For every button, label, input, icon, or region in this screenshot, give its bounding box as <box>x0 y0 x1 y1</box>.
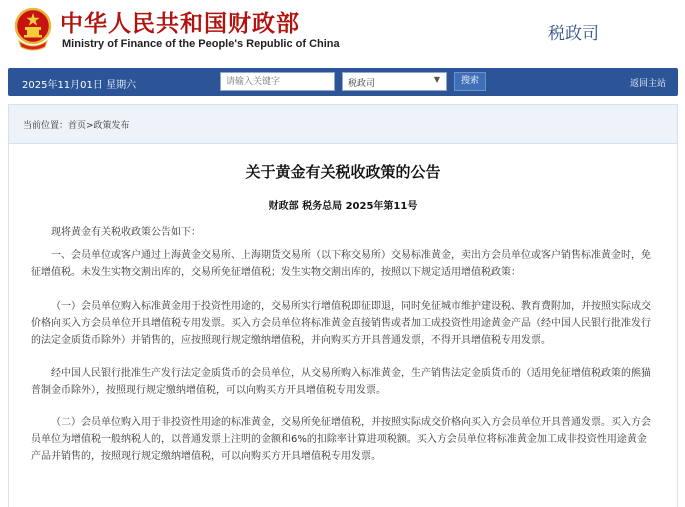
nav-bar <box>8 68 678 96</box>
breadcrumb <box>8 104 678 144</box>
site-subtitle: Ministry of Finance of the People's Republic of China <box>62 38 340 50</box>
article-paragraph: 经中国人民银行批准生产发行法定金质货币的会员单位，从交易所购入标准黄金，生产销售法定金质货币的（适用免征增值税政策的熊猫普制金币除外），按照现行规定缴纳增值税，可以向购买方开具增值税专用发票。 <box>31 368 651 396</box>
department-name: 税政司 <box>548 24 599 44</box>
article-meta: 财政部 税务总局 2025年第11号 <box>268 201 418 212</box>
breadcrumb-text: 当前位置：首页>政策发布 <box>23 121 130 131</box>
search-input[interactable] <box>220 72 335 91</box>
article-title: 关于黄金有关税收政策的公告 <box>245 163 441 181</box>
site-header <box>0 0 685 68</box>
search-button[interactable]: 搜索 <box>454 72 486 91</box>
article-paragraph: 一、会员单位或客户通过上海黄金交易所、上海期货交易所（以下称交易所）交易标准黄金，卖出方会员单位或客户销售标准黄金时，免征增值税。未发生实物交割出库的，交易所免征增值税；发生实物交割出库的，按照以下规定适用增值税政策： <box>31 250 651 278</box>
article-intro: 现将黄金有关税收政策公告如下： <box>51 227 201 238</box>
department-select[interactable] <box>342 72 447 91</box>
article-paragraph: （一）会员单位购入标准黄金用于投资性用途的，交易所实行增值税即征即退，同时免征城市维护建设税、教育费附加，并按照实际成交价格向买入方会员单位开具增值税专用发票。买入方会员单位将标准黄金直接销售或者加工成投资性用途黄金产品（经中国人民银行批准发行的法定金质货币除外）并销售的，应按照现行规定缴纳增值税，并向购买方开具普通发票，不得开具增值税专用发票。 <box>31 301 651 346</box>
national-emblem-icon <box>13 7 53 51</box>
chevron-down-icon: ▼ <box>433 75 440 84</box>
home-link[interactable]: 返回主站 <box>629 79 666 89</box>
article-paragraph: （二）会员单位购入用于非投资性用途的标准黄金，交易所免征增值税，并按照实际成交价格向买入方会员单位开具普通发票。买入方会员单位为增值税一般纳税人的，以普通发票上注明的金额和6%的扣除率计算进项税额。买入方会员单位将标准黄金加工成非投资性用途黄金产品并销售的，按照现行规定缴纳增值税，可以向购买方开具增值税专用发票。 <box>31 417 651 462</box>
article-body <box>31 224 656 465</box>
department-select-value: 税政司 <box>348 79 376 89</box>
article-panel <box>8 144 678 507</box>
current-date: 2025年11月01日 星期六 <box>22 80 137 91</box>
site-title: 中华人民共和国财政部 <box>60 10 300 37</box>
